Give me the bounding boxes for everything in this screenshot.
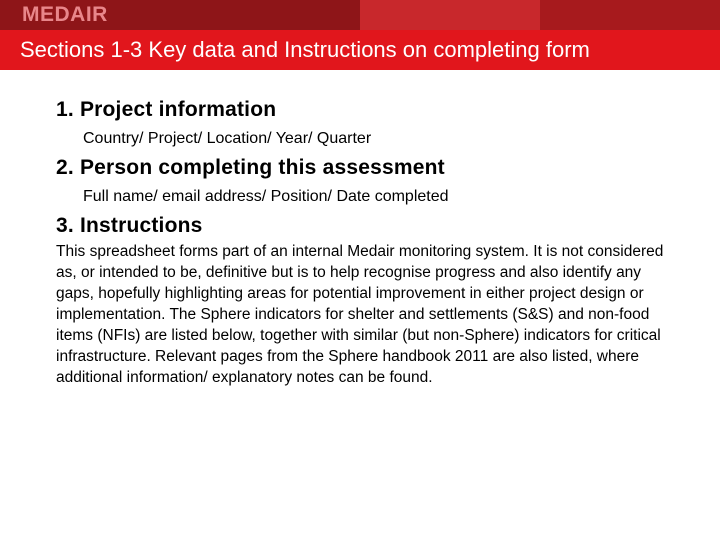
section-1-detail: Country/ Project/ Location/ Year/ Quarter <box>83 130 372 147</box>
section-1-heading: 1. Project information <box>56 98 277 121</box>
section-2-detail: Full name/ email address/ Position/ Date completed <box>83 188 449 205</box>
section-2-heading: 2. Person completing this assessment <box>56 156 445 179</box>
section-3-paragraph: This spreadsheet forms part of an internal Medair monitoring system. It is not considered as, or intended to be, definitive but is to help recognise progress and also identify any gaps, hopefully highlighting areas for potential improvement in either project design or implementation. The Sphere indicators for shelter and settlements (S&S) and non-food items (NFIs) are listed below, together with similar (but non-Sphere) indicators for critical infrastructure. Relevant pages from the Sphere handbook 2011 are also listed, where additional information/ explanatory notes can be found. <box>56 243 664 386</box>
section-3-heading: 3. Instructions <box>56 214 203 237</box>
slide-content <box>56 97 666 388</box>
slide-title: Sections 1-3 Key data and Instructions on completing form <box>20 37 590 62</box>
medair-logo: MEDAIR <box>22 3 108 26</box>
header-segment-light <box>360 0 540 30</box>
header-segment-mid <box>540 0 720 30</box>
top-header-bar <box>0 0 720 30</box>
